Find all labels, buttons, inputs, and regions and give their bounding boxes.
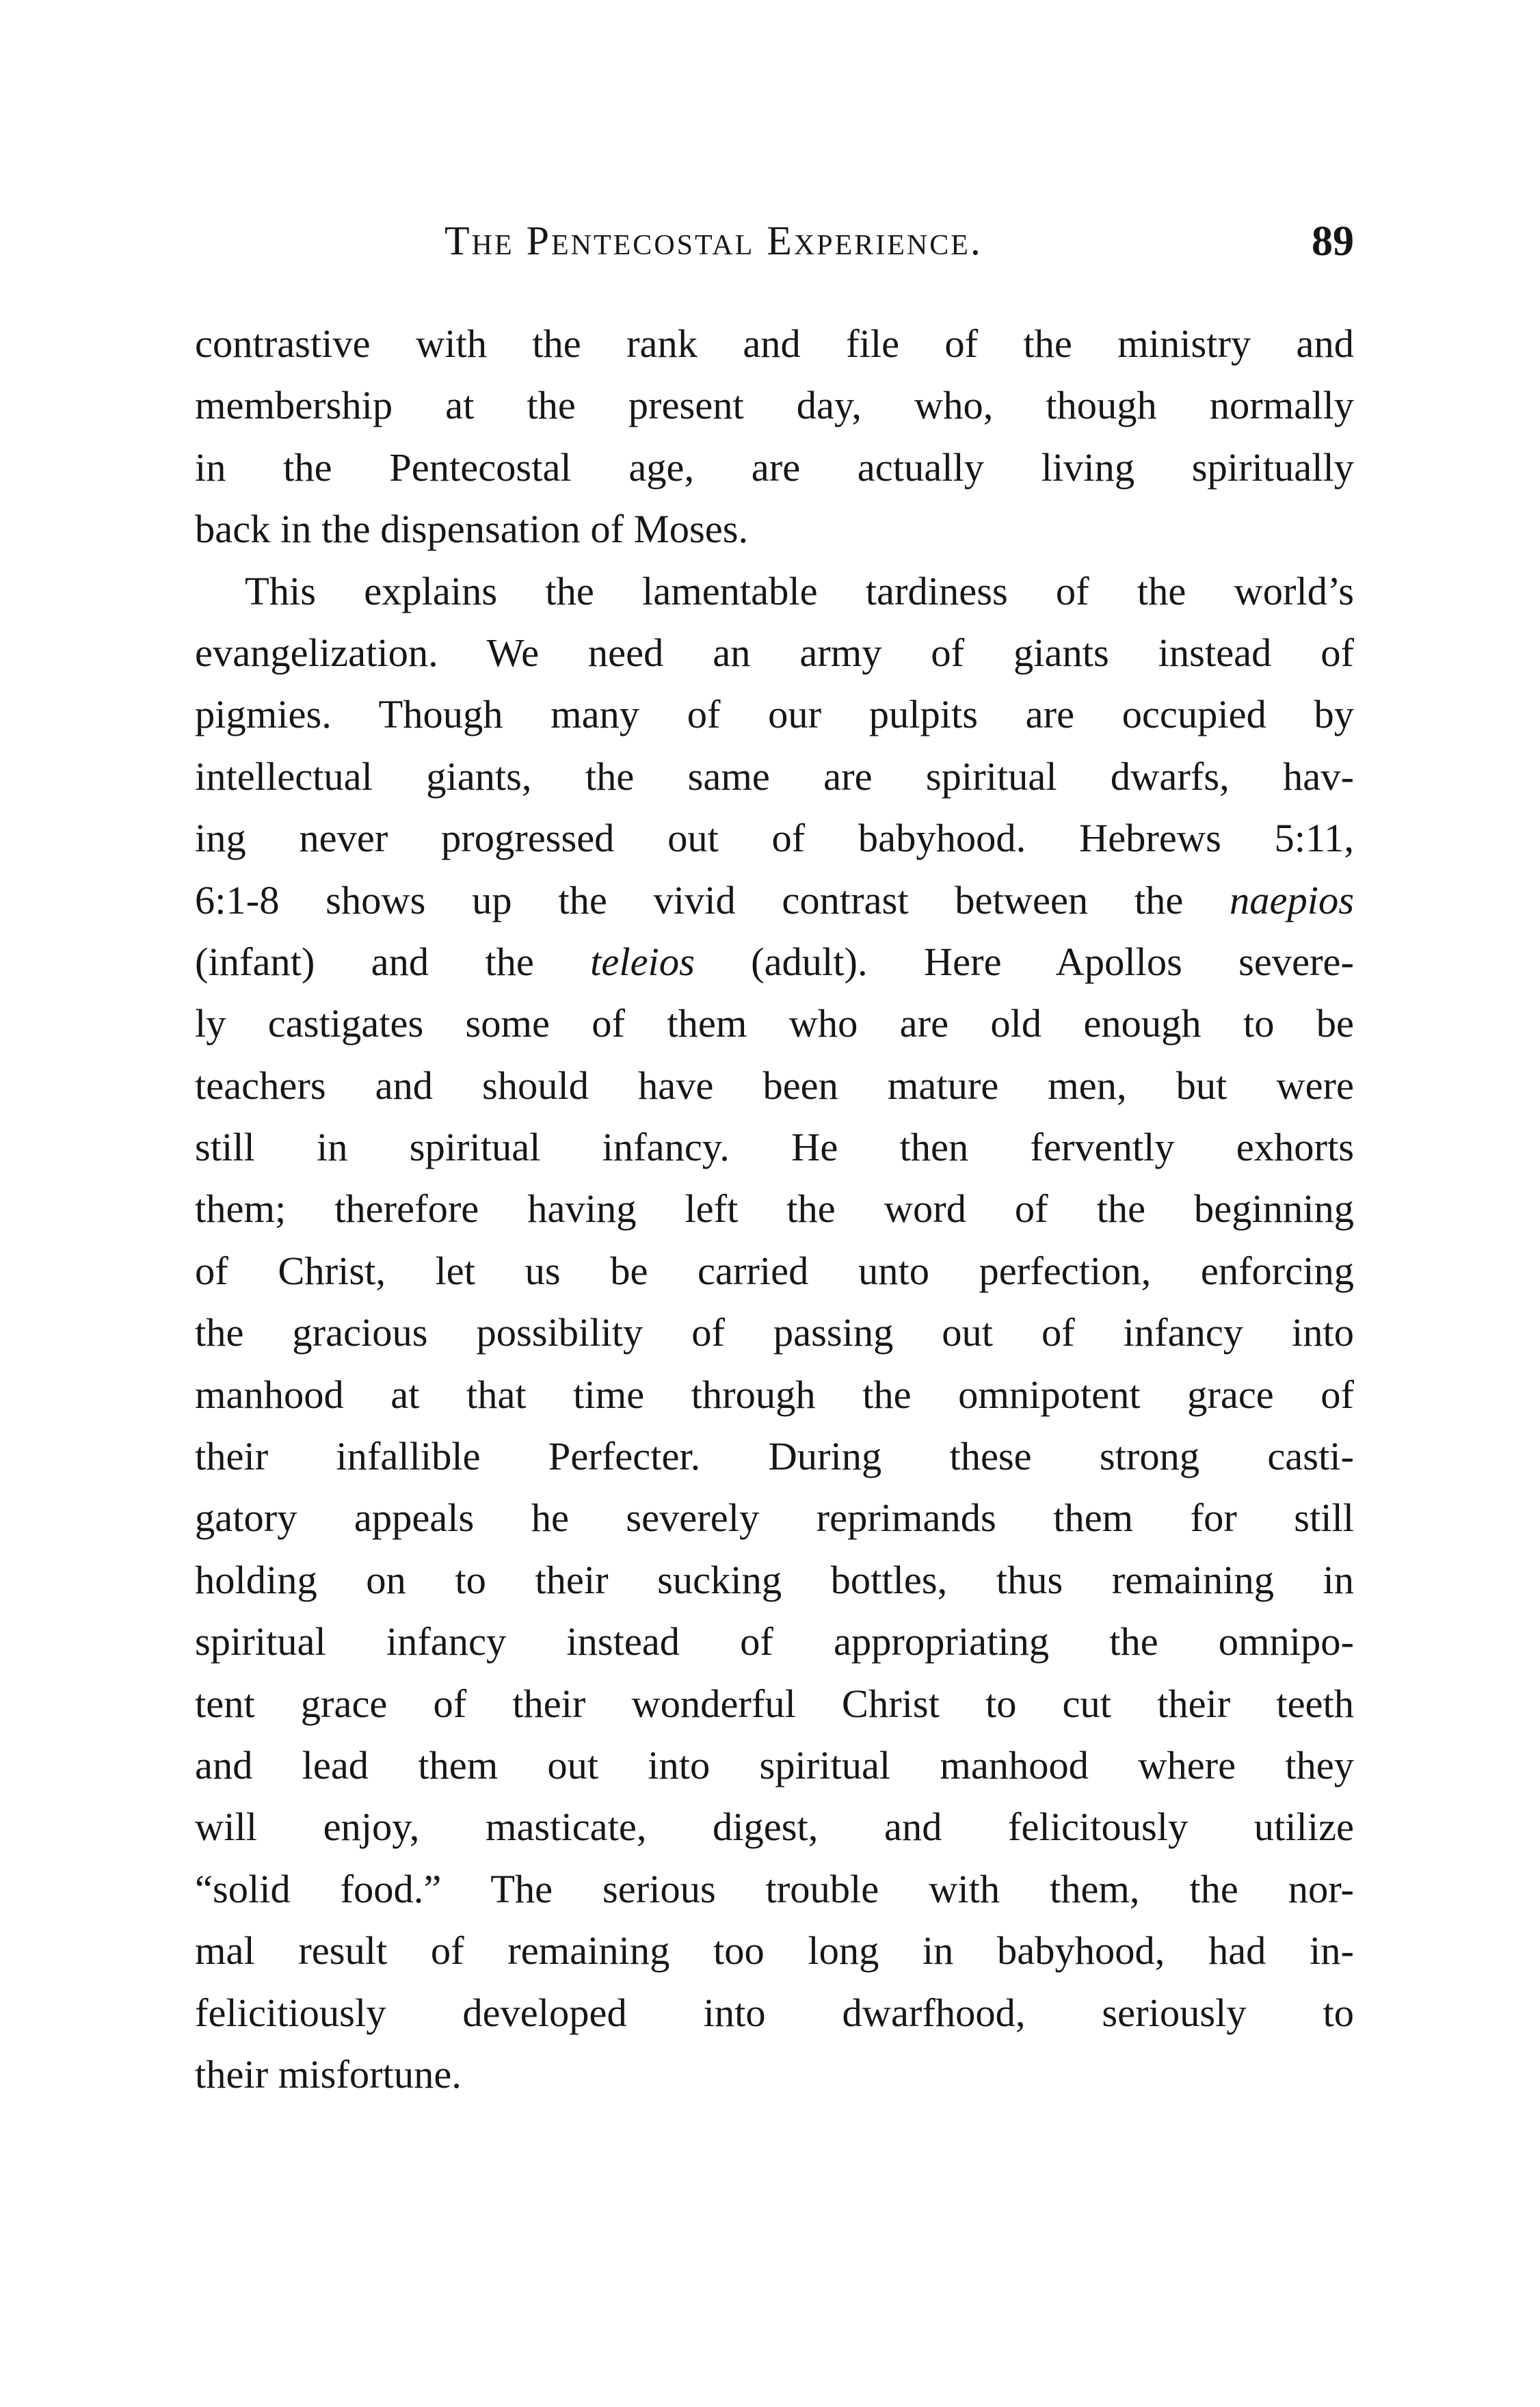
italic-term: teleios — [590, 939, 695, 984]
text-line: and lead them out into spiritual manhood where they — [195, 1742, 1354, 1787]
text-line: their misfortune. — [195, 2051, 462, 2097]
running-head — [195, 217, 1354, 279]
text-line: them; therefore having left the word of the beginning — [195, 1186, 1354, 1232]
italic-term: naepios — [1230, 877, 1354, 922]
text-line: teachers and should have been mature men, but were — [195, 1063, 1354, 1108]
text-line: contrastive with the rank and file of the ministry and — [195, 321, 1354, 366]
text-line: tent grace of their wonderful Christ to cut their teeth — [195, 1681, 1354, 1726]
text-line: ly castigates some of them who are old enough to be — [195, 1001, 1354, 1046]
text-line: membership at the present day, who, though normally — [195, 383, 1354, 428]
text-line: of Christ, let us be carried unto perfection, enforcing — [195, 1248, 1354, 1293]
running-title: The Pentecostal Experience. — [444, 218, 983, 263]
text-line: This explains the lamentable tardiness of the world’s — [245, 568, 1354, 613]
text-line: back in the dispensation of Moses. — [195, 507, 749, 552]
text-line: pigmies. Though many of our pulpits are occupied by — [195, 692, 1354, 737]
text-line: manhood at that time through the omnipotent grace of — [195, 1372, 1354, 1417]
text-line: spiritual infancy instead of appropriating the omnipo- — [195, 1619, 1354, 1664]
text-line: 6:1-8 shows up the vivid contrast between the naepios — [195, 877, 1354, 922]
text-line: their infallible Perfecter. During these strong casti- — [195, 1434, 1354, 1479]
body-text — [195, 313, 1354, 2105]
text-line: mal result of remaining too long in babyhood, had in- — [195, 1928, 1354, 1973]
page-number: 89 — [1312, 218, 1354, 265]
text-line: ing never progressed out of babyhood. Hebrews 5:11, — [195, 816, 1354, 861]
text-line: felicitiously developed into dwarfhood, seriously to — [195, 1990, 1354, 2035]
text-line: still in spiritual infancy. He then fervently exhorts — [195, 1125, 1354, 1170]
text-line: (infant) and the teleios (adult). Here Apollos severe- — [195, 939, 1354, 984]
text-line: “solid food.” The serious trouble with them, the nor- — [195, 1866, 1354, 1911]
text-line: gatory appeals he severely reprimands them for still — [195, 1495, 1354, 1541]
text-line: evangelization. We need an army of giants instead of — [195, 630, 1354, 675]
text-line: intellectual giants, the same are spiritual dwarfs, hav- — [195, 754, 1354, 799]
text-line: in the Pentecostal age, are actually living spiritually — [195, 444, 1354, 490]
text-line: will enjoy, masticate, digest, and felicitously utilize — [195, 1805, 1354, 1850]
paragraph-1 — [195, 313, 1354, 561]
text-line: the gracious possibility of passing out of infancy into — [195, 1310, 1354, 1355]
text-line: holding on to their sucking bottles, thus remaining in — [195, 1557, 1354, 1602]
paragraph-2 — [195, 561, 1354, 2106]
